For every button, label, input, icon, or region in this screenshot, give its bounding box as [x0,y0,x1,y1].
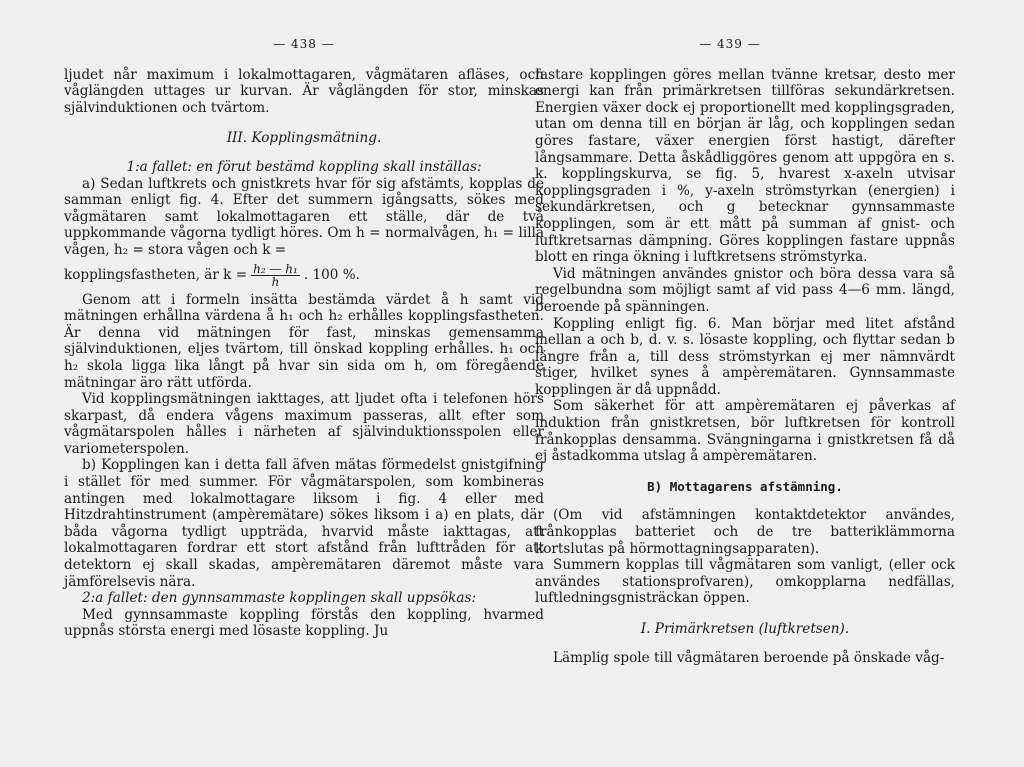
paragraph: Lämplig spole till vågmätaren beroende på önskade våg- [553,649,945,666]
paragraph: Med gynnsammaste koppling förstås den koppling, hvarmed uppnås största energi med lösaste koppling. Ju [64,606,544,640]
case-heading: 2:a fallet: den gynnsammaste kopplingen skall uppsökas: [82,590,477,607]
paragraph: Vid mätningen användes gnistor och böra dessa vara så regelbundna som möjligt samt af vid pass 4—6 mm. längd, beroende på spänningen. [535,265,955,315]
formula-suffix: . 100 %. [303,266,360,283]
paragraph: ljudet når maximum i lokalmottagaren, vågmätaren afläses, och våglängden uttages ur kurvan. Är våglängden för stor, minskas självinduktionen och tvärtom. [64,66,544,116]
section-heading [535,479,955,496]
fraction [251,263,300,288]
formula [64,263,544,288]
paragraph: (Om vid afstämningen kontaktdetektor användes, frånkopplas batteriet och de tre batteriklämmorna kortslutas på hörmottagningsapparaten). [535,507,955,557]
page-number: — 438 — [273,37,335,51]
case-heading: 1:a fallet: en förut bestämd koppling skall inställas: [126,158,482,175]
section-heading [535,621,955,638]
paragraph: Koppling enligt fig. 6. Man börjar med litet afstånd mellan a och b, d. v. s. lösaste koppling, och flyttar sedan b längre från a, till dess strömstyrkan ej mer nämnvärdt stiger, hvilket synes å ampèremätaren. Gynnsammaste kopplingen är då uppnådd. [535,315,955,398]
paragraph: Vid kopplingsmätningen iakttages, att ljudet ofta i telefonen hörs skarpast, då endera vågens maximum passeras, allt efter som vågmätarspolen hålles i närheten af självinduktionsspolen eller variometerspolen. [64,391,544,457]
section-heading-text: III. Kopplingsmätning. [226,130,382,147]
left-page [64,0,544,767]
paragraph: fastare kopplingen göres mellan tvänne kretsar, desto mer energi kan från primärkretsen tillföras sekundärkretsen. Energien växer dock ej proportionellt med kopplingsgraden, utan om denna till en början är låg, och kopplingen sedan göres fastare, växer energien först hastigt, därefter långsammare. Detta åskådliggöres genom att uppgöra en s. k. kopplingskurva, se fig. 5, hvarest x-axeln utvisar kopplingsgraden i %, y-axeln strömstyrkan (energien) i sekundärkretsen, och g betecknar gynnsammaste kopplingen, som är ett mått på summan af gnist- och luftkretsarnas dämpning. Göres kopplingen fastare uppnås blott en ringa ökning i luftkretsens strömstyrka. [535,66,955,266]
paragraph: Genom att i formeln insätta bestämda värdet å h samt vid mätningen erhållna värdena å h₁ och h₂ erhålles kopplingsfastheten. Är denna vid mätningen för fast, minskas gemensamma självinduktionen, eljes tvärtom, till önskad koppling erhålles. h₁ och h₂ skola ligga lika långt på hvar sin sida om h, om föregående mätningar äro rätt utförda. [64,291,544,391]
paragraph: a) Sedan luftkrets och gnistkrets hvar för sig afstämts, kopplas de samman enligt fig. 4. Efter det summern igångsatts, sökes med vågmätaren samt lokalmottagaren ett ställe, där de två uppkommande vågorna tydligt höres. Om h = normalvågen, h₁ = lilla vågen, h₂ = stora vågen och k = [64,175,544,258]
section-heading-text: I. Primärkretsen (luftkretsen). [640,621,850,637]
paragraph: b) Kopplingen kan i detta fall äfven mätas förmedelst gnistgifning i stället för med summer. För vågmätarspolen, som kombineras antingen med lokalmottagare liksom i fig. 4 eller med Hitzdrahtinstrument (ampèremätare) sökes liksom i a) en plats, där båda vågorna tydligt uppträda, hvarvid måste iakttagas, att lokalmottagaren fordrar ett stort afstånd från lufttråden för att detektorn ej skall skadas, ampèremätaren däremot måste vara jämförelsevis nära. [64,457,544,590]
section-heading-text: B) Mottagarens afstämning. [647,478,843,494]
right-page [535,0,955,767]
paragraph: Som säkerhet för att ampèremätaren ej påverkas af induktion från gnistkretsen, bör luftkretsen för kontroll frånkopplas densamma. Svängningarna i gnistkretsen få då ej åstadkomma utslag å ampèremätaren. [535,398,955,465]
fraction-denominator: h [271,274,280,289]
paragraph: Summern kopplas till vågmätaren som vanligt, (eller ock användes stationsprofvaren), omkopplarna nedfällas, luftledningsgnisträckan öppen. [535,557,955,607]
page-number: — 439 — [699,37,761,51]
section-heading [64,130,544,147]
formula-prefix: kopplingsfastheten, är k = [64,266,248,283]
fraction-numerator: h₂ — h₁ [253,261,298,276]
